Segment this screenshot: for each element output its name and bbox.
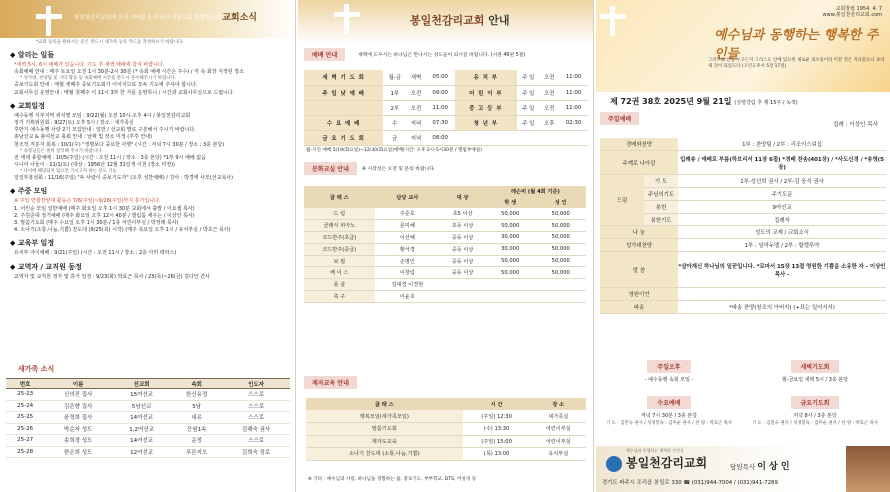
- cell: 어 린 이 부: [455, 85, 517, 100]
- news-header: [0, 0, 295, 38]
- cell: 25-23: [6, 389, 44, 401]
- table-row: [600, 138, 886, 151]
- wednesday-box: [600, 396, 738, 426]
- schedule-item: 전 세대 총합예배 : 10/5(주일) (시간 : 오전 11시 / 장소 : 3층 본당) *1부 9시 예배 없음: [14, 154, 206, 161]
- cell: 새 벽 기 도 회: [304, 70, 383, 85]
- cell: 11:00: [559, 70, 588, 85]
- cell: 25-26: [6, 423, 44, 435]
- guide-panel: [298, 0, 594, 492]
- worship-guide: [304, 48, 590, 61]
- col-header: 시 간: [463, 398, 531, 410]
- cell: 문미혜: [375, 220, 441, 232]
- cell: 50,000: [535, 255, 586, 267]
- announcement-subnote: * 성가대, 찬양팀 및 기타 활동 등 속회예배 시간을 반드시 준수해주시기 바랍니다.: [20, 76, 177, 82]
- cell: 풋 살: [304, 279, 375, 291]
- cell: 제자도교육: [306, 435, 463, 448]
- cell: 행복모임(새가족모임): [306, 410, 463, 423]
- cell: 주 일 낮 예 배: [304, 85, 383, 100]
- table-row: [304, 243, 586, 255]
- box-sub: 기 도 : 김민숙 권사 / 성경봉독 : 김미순 권사 / 찬 양 : 박효근 목사: [752, 421, 878, 426]
- cell: 말 씀: [600, 252, 678, 288]
- col-header: 인도자: [222, 379, 290, 389]
- staff-item: 교역자 및 교직원 정자 및 휴가 일정 : 9/23(화) 박효근 목사 / 25(목)~26(금) 김다인 간사: [14, 273, 210, 280]
- cell: 1부: [383, 85, 406, 100]
- cell: 이윤호: [375, 291, 441, 303]
- box-title: 주일오후: [647, 360, 690, 373]
- cell: 김은향 집사: [44, 400, 112, 412]
- cell: 08:00: [426, 130, 455, 145]
- table-row: [304, 100, 588, 115]
- pastor-name: 이 상 인: [757, 462, 790, 472]
- cell: 주께로 나아감: [600, 151, 678, 175]
- cell: 어린이부실: [531, 423, 586, 436]
- cell: 새가족실: [531, 410, 586, 423]
- cell: 한신유정: [171, 389, 222, 401]
- cell: 1부-성선희 권사 / 2부-김 웅식 권사: [678, 175, 886, 188]
- cell: 스스로: [222, 412, 290, 424]
- church-slogan: 예수님과 동행하는 행복한 주인들: [714, 28, 879, 62]
- cell: *파송 찬양(창조의 아버지) (+표는 일어서서): [678, 300, 886, 313]
- cell: 중 고 등 부: [455, 100, 517, 115]
- cell: 오후: [540, 115, 559, 130]
- announcement-note: *새벽 5시, 6시 예배가 있습니다. 기도 후 새벽 예배에 참여 바랍니다.: [14, 62, 165, 68]
- cell: 50,000: [535, 267, 586, 279]
- footer-slogan: 예수님과 동행하는 행복한 주인들: [626, 448, 684, 453]
- table-row: [304, 279, 586, 291]
- box-text: 월-금요일 새벽 5시 / 3층 본당: [781, 377, 849, 383]
- church-address: 경기도 파주시 조리읍 봉일로 330 ☎ (031)944-7004 / (031)941-7289: [602, 480, 778, 486]
- box-sub: 기 도 : 김민숙 권사 / 성경봉독 : 김미순 권사 / 찬 양 : 박효근 목사: [606, 421, 732, 426]
- bulletin-cover: [596, 0, 890, 492]
- box-text: 저녁 8시 / 3층 본당: [793, 413, 837, 419]
- cell: 50,000: [485, 255, 535, 267]
- cell: 집례자: [678, 213, 886, 226]
- table-row: [304, 220, 586, 232]
- cell: 스스로: [222, 389, 290, 401]
- section-weekday-meetings: ◆ 주중 모임: [10, 186, 295, 196]
- cell: 2부: [383, 100, 406, 115]
- table-row: [304, 115, 588, 130]
- table-row: [304, 130, 588, 145]
- cell: 30,000: [485, 232, 535, 244]
- box-title: 수요예배: [647, 396, 690, 409]
- col-header: 선교회: [112, 379, 171, 389]
- cell: 말씀기도회: [306, 423, 463, 436]
- dawn-prayer-box: [746, 360, 884, 383]
- cell: 베 이 스: [304, 267, 375, 279]
- cell: 윤정희 집사: [44, 412, 112, 424]
- table-row: [600, 252, 886, 288]
- sunday-worship: [600, 112, 888, 128]
- cell: 1부 : 임마누엘 / 2부 : 할렐루야: [678, 239, 886, 252]
- cell: 오전: [540, 70, 559, 85]
- cell: 12여선교: [112, 446, 171, 458]
- table-row: [6, 446, 290, 458]
- cell: [304, 100, 383, 115]
- cross-icon: [600, 6, 626, 36]
- col-header: 장 소: [531, 398, 586, 410]
- cell: 코드반주(초급): [304, 232, 375, 244]
- col-header: 클 래 스: [304, 186, 375, 208]
- establishment: [823, 6, 882, 18]
- newcomer-table: [6, 378, 290, 458]
- guide-header: [298, 0, 593, 44]
- cell: 주님의기도: [644, 188, 678, 201]
- cell: 오전: [540, 85, 559, 100]
- schedule-item: 시니어 나들이 : 11/1(토) (대상 : 1956년 12월 31일생 이전 (장소 미정)): [14, 162, 176, 169]
- table-row: [306, 435, 586, 448]
- cell: 중등 이상: [440, 255, 485, 267]
- cell: 황서경: [375, 243, 441, 255]
- cell: 내유: [171, 412, 222, 424]
- news-panel: [0, 0, 296, 492]
- issue-number: 제 72권 38호 2025년 9월 21일: [610, 97, 732, 106]
- service-footnote: 월-시진 예배 5/19(화요일)~12/30(화요일)에배(시간: 오후 2시-5시30분 / 엘림부예실): [306, 148, 482, 153]
- cell: 25-28: [6, 446, 44, 458]
- col-header: 속회: [171, 379, 222, 389]
- col-header: 레슨비 (월 4회 기준): [485, 186, 586, 197]
- discipleship-note: ※ 기타 : 예수님의 사랑, 하나님을 경험하는 삶, 중보기도, 부부학교, DTS, 어성경 등: [308, 477, 477, 482]
- cell: 50,000: [535, 232, 586, 244]
- cell: 주 일: [517, 115, 540, 130]
- cell: 나 눔: [600, 226, 678, 239]
- guide-label: 안내: [488, 14, 510, 27]
- website: www.봉일천감리교회.com: [822, 12, 882, 18]
- table-row: [304, 267, 586, 279]
- issue-line: [610, 96, 798, 107]
- cell: 신의진 집사: [44, 389, 112, 401]
- cell: 월-금: [383, 70, 406, 85]
- cell: 50,000: [485, 220, 535, 232]
- table-header-row: [306, 398, 586, 410]
- cell: 입례송 / 예배로 부름(하브리서 11장 6절) *경배 찬송(401장) / *사도신경 / *송영(5장): [678, 151, 886, 175]
- schedule-subnote: * 속장님들은 필히 참석해 주시기 바랍니다.: [20, 148, 103, 154]
- cell: 어린이부실: [531, 435, 586, 448]
- cell: 경배와찬양: [600, 138, 678, 151]
- cell: 소나기 찬도대 (소통,나눔,기쁨): [306, 448, 463, 461]
- schedule-item: 후반기 예수동행 사랑 2기 모집안내 : 일반 / 선교회 별로 구분해서 주시기 바랍니다.: [14, 127, 196, 134]
- guide-title: [410, 12, 510, 28]
- cell: 푸른지오: [171, 446, 222, 458]
- cell: 25-24: [6, 400, 44, 412]
- schedule-item: 예수동행 서부지역 위치별 모임 : 9/22(월) 오전 10시-오후 4시 / 봉일천감리교회: [14, 112, 191, 119]
- table-row: [306, 423, 586, 436]
- table-row: [306, 448, 586, 461]
- footer-church-name: 봉일천감리교회: [626, 456, 708, 470]
- announcement-item: 속회예배 안내 : 매주 토요일 오전 1시 30분-2시 30분 (* 속회 예배 시간은 주수) / 각 속 회장 지정된 장소: [14, 69, 244, 76]
- cell: 14여선교: [112, 435, 171, 447]
- issue-sub: (성령강림 후 제 15주 / 녹색): [734, 100, 798, 106]
- newcomer-title: 새가족 소식: [18, 365, 55, 373]
- sunday-worship-tag: 주일예배: [600, 112, 639, 125]
- newcomer-section: [6, 364, 290, 458]
- cell: 5남: [171, 400, 222, 412]
- church-footer: [596, 446, 890, 492]
- cell: 25-25: [6, 412, 44, 424]
- cell: 50,000: [535, 208, 586, 220]
- church-name: 봉일천감리교회: [410, 14, 485, 27]
- cell: 주준호: [375, 208, 441, 220]
- cell: 5남선교: [112, 400, 171, 412]
- cell: 봉헌기도: [644, 213, 678, 226]
- table-row: [6, 389, 290, 401]
- table-row: [304, 208, 586, 220]
- cell: 11:00: [559, 100, 588, 115]
- col-header: 성 인: [535, 197, 586, 208]
- schedule-item: 창조적 직분자 회복 : 10/1(수) "생명보다 중요한 사명" (시간 : 저녁 7시 30분 / 장소 : 3층 본당): [14, 141, 225, 148]
- culture-table: [304, 186, 586, 303]
- cell: 보 컬: [304, 255, 375, 267]
- table-row: [600, 175, 886, 188]
- cell: 김희숙 장로: [222, 446, 290, 458]
- cell: 한은희 성도: [44, 446, 112, 458]
- cell: 오전: [540, 100, 559, 115]
- cell: 1부 : 찬양팀 / 2부 : 리조이스워십: [678, 138, 886, 151]
- cell: 주 일: [517, 100, 540, 115]
- table-header-row: [304, 186, 586, 197]
- cell: 드 럼: [304, 208, 375, 220]
- cell: 02:30: [559, 115, 588, 130]
- cell: 1,2여선교: [112, 423, 171, 435]
- pastor-title: 담임목사: [730, 463, 756, 471]
- section-church-schedule: ◆ 교회일정: [10, 101, 295, 111]
- cell: 07:30: [426, 115, 455, 130]
- section-announcements: ◆ 알리는 일들: [10, 50, 295, 60]
- friday-box: [746, 396, 884, 426]
- cell: (주일) 15:00: [463, 435, 531, 448]
- section-staff: ◆ 교역자 / 교직원 동정: [10, 262, 295, 272]
- cell: 축 구: [304, 291, 375, 303]
- cell: 9여선교: [678, 200, 886, 213]
- table-row: [600, 226, 886, 239]
- table-row: [6, 435, 290, 447]
- cell: 봉헌: [644, 200, 678, 213]
- culture-tag: 문화교실 안내: [304, 162, 357, 175]
- meeting-item: 3. 말씀기도회 (매주 수요일 오후 1시 30분 / 1층 어린이부실 / 박정래 목사): [14, 220, 179, 227]
- table-row: [6, 412, 290, 424]
- box-title: 새벽기도회: [791, 360, 840, 373]
- table-row: [600, 300, 886, 313]
- cell: 초5 이상: [440, 208, 485, 220]
- service-table: [304, 70, 588, 146]
- cell: 파송: [600, 300, 678, 313]
- cell: 유 치 부: [455, 70, 517, 85]
- table-row: [304, 85, 588, 100]
- cell: 클래식 피아노: [304, 220, 375, 232]
- cell: 저녁: [406, 115, 425, 130]
- church-logo-icon: [606, 456, 622, 472]
- worship-note: 새벽에 도우시는 하나님은 만나시는 성도들이 되시길 바랍니다. (시편 46편 5절): [358, 53, 526, 58]
- cell: 박순자 성도: [44, 423, 112, 435]
- table-row: [304, 232, 586, 244]
- schedule-item: 총남선교 & 총여선교 총회 안내 : 날짜 및 장소 미정 (추후 안내): [14, 134, 153, 141]
- col-header: 대 상: [440, 186, 485, 208]
- section-education: ◆ 교육부 일정: [10, 238, 295, 248]
- culture-class-guide: [304, 162, 590, 175]
- meeting-item: 4. 소나기(소통,나눔,기쁨) 찬도대 (9/25(목) 시작) (매주 목요일 오후 1시 / 유치부실 / 박효근 목사): [14, 227, 231, 234]
- table-row: [600, 151, 886, 175]
- cell: 수 요 예 배: [304, 115, 383, 130]
- table-row: [6, 423, 290, 435]
- col-header: 담당 교사: [375, 186, 441, 208]
- schedule-item: 정기 기획위원회 : 9/27(토) 오후 5시 / 장소 : 새가족실: [14, 120, 134, 127]
- cell: 주기도문: [678, 188, 886, 201]
- table-row: [304, 255, 586, 267]
- cover-header: [596, 0, 890, 92]
- cell: 오전: [406, 85, 425, 100]
- discipleship-table: [306, 398, 586, 461]
- announcement-item: 중보기도회 안내 : 매월 셋째주 중보기도회가 이어지므로 모두 기도에 주셔야 합니다.: [14, 82, 198, 89]
- discipleship-guide: [304, 376, 590, 389]
- cell: 중등 이상: [440, 232, 485, 244]
- cell: 성가대찬양: [600, 239, 678, 252]
- cell: 등원1속: [171, 423, 222, 435]
- cell: *살아계신 하나님의 일꾼입니다. *로마서 15장 13절 영원한 기쁨을 소유한 자 - 이상인 목사 -: [678, 252, 886, 288]
- meeting-item: 1. 어린순 모임 일반예배 (매주 화요일 오후 1시 30분 교회에서 출발 / 이요셉 목사): [14, 205, 195, 212]
- cell: 운정: [171, 435, 222, 447]
- cell: (수) 13:30: [463, 423, 531, 436]
- meeting-note: ※ 주일 연합찬양대 활동은 7/6(주일)~9/28(주일)까지 휴가입니다.: [14, 198, 161, 205]
- cell: 주 일: [517, 85, 540, 100]
- welcome-message: 봉일천감리교회에 오신 여러분을 주님의 이름으로 환영합니다.: [74, 15, 223, 21]
- cell: 송희경 성도: [44, 435, 112, 447]
- table-row: [306, 410, 586, 423]
- cell: 초등 이상: [440, 220, 485, 232]
- cell: 이선혜: [375, 232, 441, 244]
- table-row: [304, 70, 588, 85]
- cell: 중등 이상: [440, 267, 485, 279]
- officiant: 집례 : 이상인 목사: [832, 122, 878, 128]
- box-text: - 예수동행 속회 모임 -: [644, 377, 694, 383]
- cell: 저녁: [406, 130, 425, 145]
- cell: 50,000: [535, 243, 586, 255]
- cell: 14여선교: [112, 412, 171, 424]
- cell: 50,000: [485, 267, 535, 279]
- cell: 금: [383, 130, 406, 145]
- cell: 금 요 기 도 회: [304, 130, 383, 145]
- box-text: 저녁 7시 30분 / 3층 본당: [640, 413, 698, 419]
- est-date: 교회창립 1954. 4. 7: [835, 6, 882, 12]
- cell: 김해숙 권사: [222, 423, 290, 435]
- church-building-image: [846, 446, 890, 492]
- cell: (목) 13:00: [463, 448, 531, 461]
- discipleship-tag: 제자교육 안내: [304, 376, 357, 389]
- cell: 기 도: [644, 175, 678, 188]
- cell: 김대경 이경현: [375, 279, 441, 291]
- cell: 25-27: [6, 435, 44, 447]
- cell: 드림: [600, 175, 644, 226]
- cell: 05:00: [426, 70, 455, 85]
- cell: 11:00: [559, 85, 588, 100]
- bible-verse: 그러므로 만일 누구든지 그리스도 안에 있으면 새로운 피조물이라 이전 것은 지나갔으니 보라 새 것이 되었도다 (고린도후서 5장 17절): [708, 58, 885, 69]
- worship-tag: 예배 안내: [304, 48, 345, 61]
- cell: 50,000: [535, 220, 586, 232]
- cell: 새벽: [406, 70, 425, 85]
- cross-icon: [36, 6, 62, 36]
- cell: 수: [383, 115, 406, 130]
- cell: 성도의 교제 / 교회소식: [678, 226, 886, 239]
- cell: 30,000: [485, 243, 535, 255]
- cell: 50,000: [485, 208, 535, 220]
- box-title: 금요기도회: [791, 396, 840, 409]
- schedule-item: 일일부흥성회 : 11/16(주일) "두 사람이 중보기도자" (오후 성찬예배) / 강사 : 박경태 사모(선교목사): [14, 175, 234, 182]
- schedule-subnote: * 나이에 해당되지 않으면 가시고자 하는 분도 가능: [20, 169, 117, 175]
- cell: 이창림: [375, 267, 441, 279]
- registration-note: *교회 등록을 원하시는 분은 반드시 새가족 등록 카드를 작성하시기 바랍니다.: [36, 40, 184, 45]
- table-row: [6, 400, 290, 412]
- cell: 청 년 부: [455, 115, 517, 130]
- table-row: [600, 239, 886, 252]
- col-header: 학 생: [485, 197, 535, 208]
- meeting-item: 2. 주원준대 정기예배 (매주 화요일 오후 12시 40분 / 엘림룸 세우는 / 이상인 목사): [14, 212, 195, 219]
- table-row: [304, 291, 586, 303]
- cell: 오전: [406, 100, 425, 115]
- cell: 주 일: [517, 70, 540, 85]
- order-of-worship: [600, 138, 886, 314]
- sunday-afternoon-box: [600, 360, 738, 383]
- cell: 11:00: [426, 100, 455, 115]
- cell: (주일) 12:30: [463, 410, 531, 423]
- culture-note: ※ 시작성은 오전 및 문의 바랍니다.: [362, 167, 436, 172]
- education-item: 유치부 아이예배 : 9/21(주일) (시간 : 오전 11시 / 장소 : 2층 아띄 테라스): [14, 250, 177, 257]
- cross-icon: [334, 4, 360, 34]
- col-header: 클 래 스: [306, 398, 463, 410]
- col-header: 이름: [44, 379, 112, 389]
- cell: 스스로: [222, 400, 290, 412]
- cell: 15여선교: [112, 389, 171, 401]
- senior-pastor: [730, 459, 790, 472]
- table-row: [600, 288, 886, 301]
- cell: 중등 이상: [440, 243, 485, 255]
- news-title: 교회소식: [222, 13, 257, 23]
- announcement-item: 교회사무실 운영안내 : 매월 첫째주 서 11시 3부 한 자를 운영하니 / 시간과 교회사무실으로 드립니다.: [14, 89, 235, 96]
- cell: 영원이언: [600, 288, 678, 301]
- weekly-services: [600, 360, 886, 460]
- cell: 09:00: [426, 85, 455, 100]
- cell: 손명인: [375, 255, 441, 267]
- cell: 유치부실: [531, 448, 586, 461]
- col-header: 번호: [6, 379, 44, 389]
- cell: 코드반주(중급): [304, 243, 375, 255]
- cell: 스스로: [222, 435, 290, 447]
